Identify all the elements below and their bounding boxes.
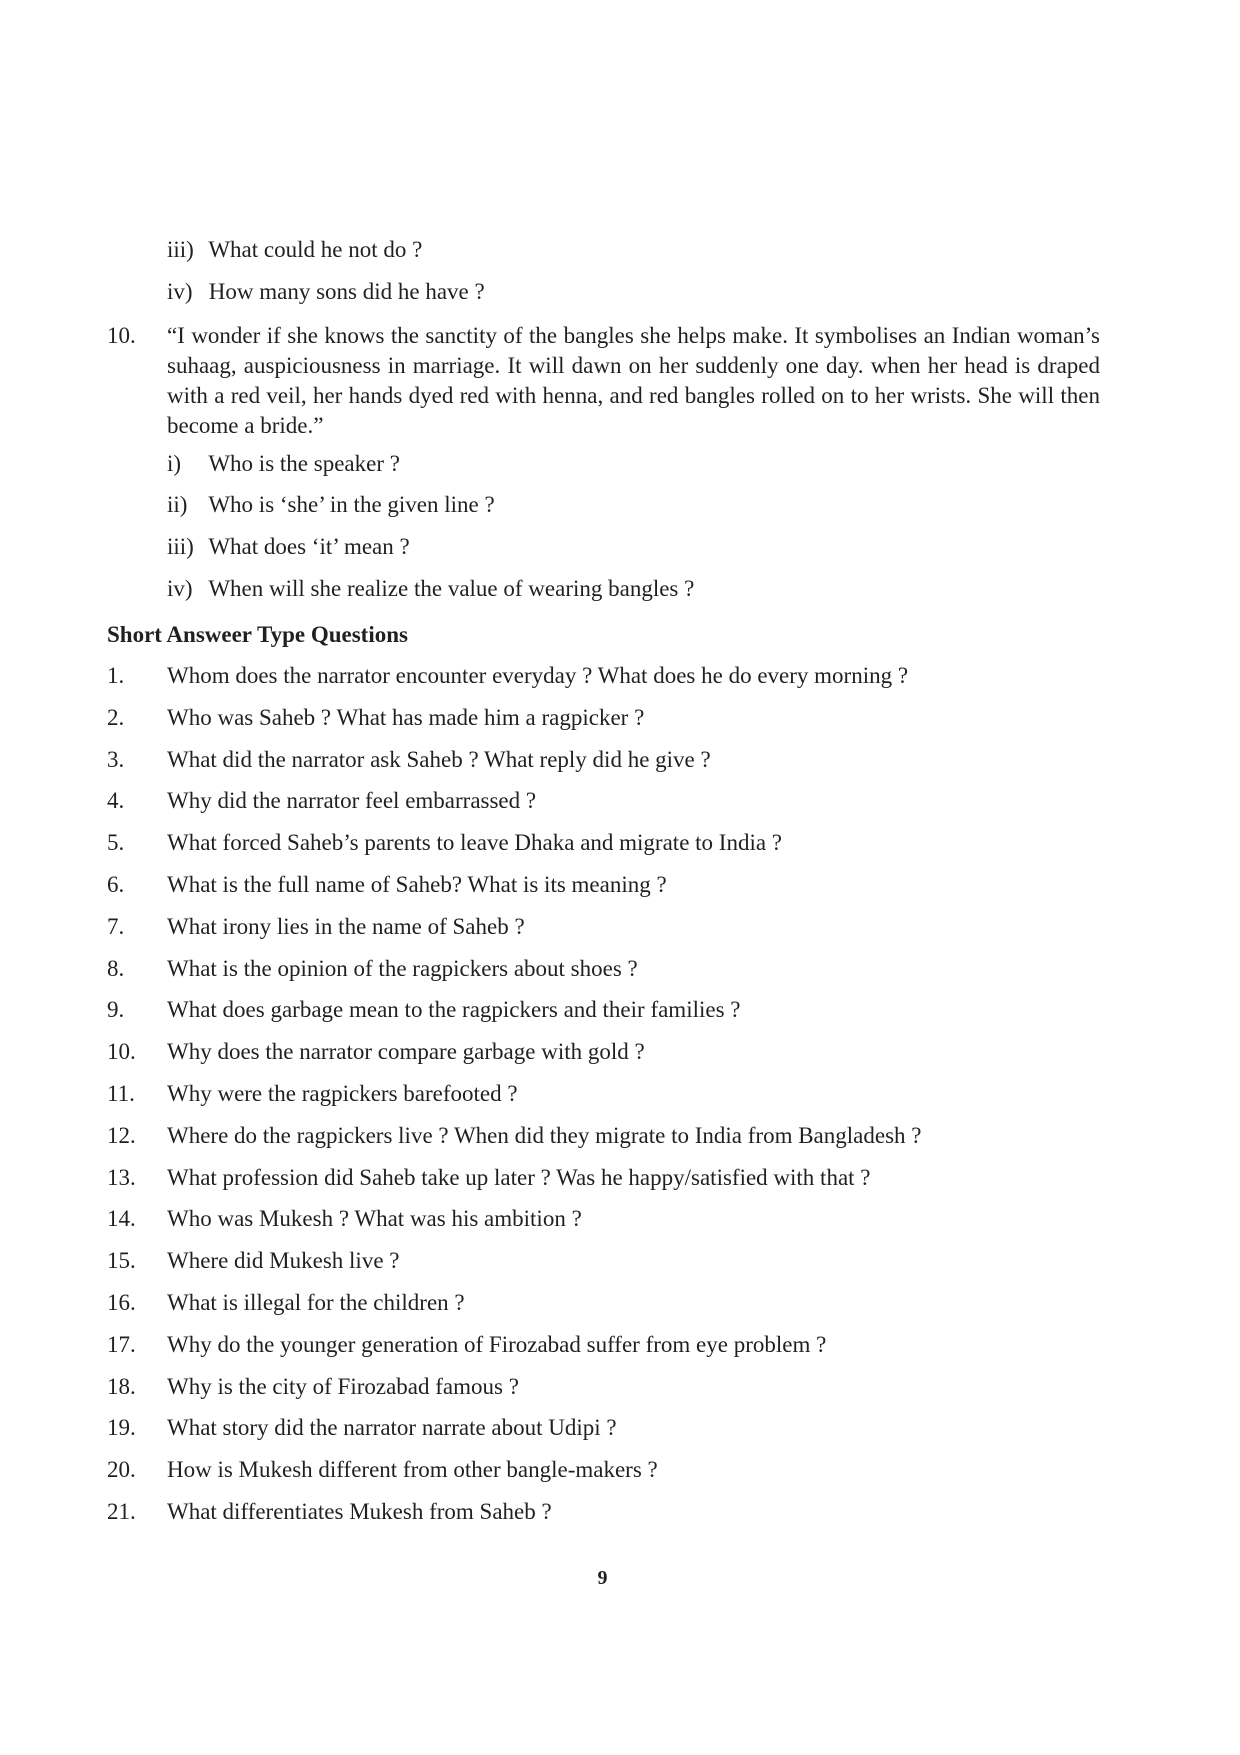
subquestion-row xyxy=(167,533,410,561)
subquestion-row xyxy=(167,491,495,519)
question-text: What forced Saheb’s parents to leave Dhaka and migrate to India ? xyxy=(167,830,783,856)
subquestion-row xyxy=(167,236,422,264)
list-item xyxy=(107,1456,1100,1498)
list-item xyxy=(107,1038,1100,1080)
question-number: 6. xyxy=(107,871,125,897)
question-text: Who was Saheb ? What has made him a ragpicker ? xyxy=(167,704,645,730)
question-text: Why were the ragpickers barefooted ? xyxy=(167,1080,518,1106)
subquestion-label: ii) xyxy=(167,492,188,517)
list-item xyxy=(107,1414,1100,1456)
question-text: Where do the ragpickers live ? When did they migrate to India from Bangladesh ? xyxy=(167,1122,922,1148)
question-text: What is the opinion of the ragpickers about shoes ? xyxy=(167,955,638,981)
list-item xyxy=(107,913,1100,955)
subquestion-label: iv) xyxy=(167,279,193,304)
question-text: Who was Mukesh ? What was his ambition ? xyxy=(167,1206,582,1232)
question-number: 19. xyxy=(107,1415,136,1441)
question-number: 15. xyxy=(107,1248,136,1274)
list-item xyxy=(107,1373,1100,1415)
subquestion-label: iii) xyxy=(167,534,194,559)
question-text: What is illegal for the children ? xyxy=(167,1289,465,1315)
question-number: 4. xyxy=(107,788,125,814)
question-number: 2. xyxy=(107,704,125,730)
subquestion-row xyxy=(167,278,485,306)
question-number: 7. xyxy=(107,913,125,939)
question-text: What story did the narrator narrate about Udipi ? xyxy=(167,1415,617,1441)
question-text: Where did Mukesh live ? xyxy=(167,1248,400,1274)
list-item xyxy=(107,787,1100,829)
quoted-passage: “I wonder if she knows the sanctity of the bangles she helps make. It symbolises an Indian woman’s suhaag, auspiciousness in marriage. It will dawn on her suddenly one day. when her head is draped with a red veil, her hands dyed red with henna, and red bangles rolled on to her wrists. She will then become a bride.” xyxy=(167,323,1100,438)
question-text: Why do the younger generation of Firozabad suffer from eye problem ? xyxy=(167,1331,827,1357)
list-item xyxy=(107,1164,1100,1206)
question-number: 9. xyxy=(107,997,125,1023)
question-number: 10. xyxy=(107,1039,136,1065)
list-item xyxy=(107,1498,1100,1540)
subquestion-label: iii) xyxy=(167,237,194,262)
question-number: 14. xyxy=(107,1206,136,1232)
question-text: What does garbage mean to the ragpickers and their families ? xyxy=(167,997,741,1023)
subquestion-label: i) xyxy=(167,451,182,476)
question-number: 11. xyxy=(107,1080,135,1106)
short-answer-list xyxy=(107,662,1100,1540)
list-item xyxy=(107,1205,1100,1247)
subquestion-row xyxy=(167,575,694,603)
subquestion-text: When will she realize the value of wearing bangles ? xyxy=(208,576,695,601)
question-number: 3. xyxy=(107,746,125,772)
list-item xyxy=(107,1080,1100,1122)
subquestion-label: iv) xyxy=(167,576,193,601)
list-item xyxy=(107,662,1100,704)
list-item xyxy=(107,1331,1100,1373)
question-text: What did the narrator ask Saheb ? What reply did he give ? xyxy=(167,746,711,772)
question-number: 18. xyxy=(107,1373,136,1399)
subquestion-text: What does ‘it’ mean ? xyxy=(208,534,410,559)
question-text: Whom does the narrator encounter everyday ? What does he do every morning ? xyxy=(167,663,909,688)
list-item xyxy=(107,1289,1100,1331)
question-text: Why is the city of Firozabad famous ? xyxy=(167,1373,519,1399)
subquestion-row xyxy=(167,450,400,478)
question-number: 8. xyxy=(107,955,125,981)
question-text: How is Mukesh different from other bangle-makers ? xyxy=(167,1457,658,1483)
question-text: What is the full name of Saheb? What is its meaning ? xyxy=(167,871,667,897)
question-number: 20. xyxy=(107,1457,136,1483)
question-number: 13. xyxy=(107,1164,136,1190)
subquestion-text: How many sons did he have ? xyxy=(208,279,485,304)
question-text: Why did the narrator feel embarrassed ? xyxy=(167,788,537,814)
list-item xyxy=(107,704,1100,746)
list-item xyxy=(107,829,1100,871)
question-number: 21. xyxy=(107,1498,136,1524)
list-item xyxy=(107,996,1100,1038)
question-number: 16. xyxy=(107,1289,136,1315)
list-item xyxy=(107,746,1100,788)
section-heading: Short Answeer Type Questions xyxy=(107,622,408,647)
question-text: What irony lies in the name of Saheb ? xyxy=(167,913,525,939)
list-item xyxy=(107,871,1100,913)
subquestion-text: What could he not do ? xyxy=(208,237,423,262)
list-item xyxy=(107,955,1100,997)
subquestion-text: Who is ‘she’ in the given line ? xyxy=(208,492,495,517)
page-number: 9 xyxy=(597,1567,608,1589)
question-number: 10. xyxy=(107,323,136,348)
question-number: 17. xyxy=(107,1331,136,1357)
question-number: 5. xyxy=(107,830,125,856)
list-item xyxy=(107,1122,1100,1164)
question-text: What profession did Saheb take up later ? Was he happy/satisfied with that ? xyxy=(167,1164,871,1190)
subquestion-text: Who is the speaker ? xyxy=(208,451,400,476)
question-text: Why does the narrator compare garbage with gold ? xyxy=(167,1039,645,1065)
list-item xyxy=(107,1247,1100,1289)
question-number: 12. xyxy=(107,1122,136,1148)
question-text: What differentiates Mukesh from Saheb ? xyxy=(167,1498,552,1524)
question-number: 1. xyxy=(107,663,125,688)
